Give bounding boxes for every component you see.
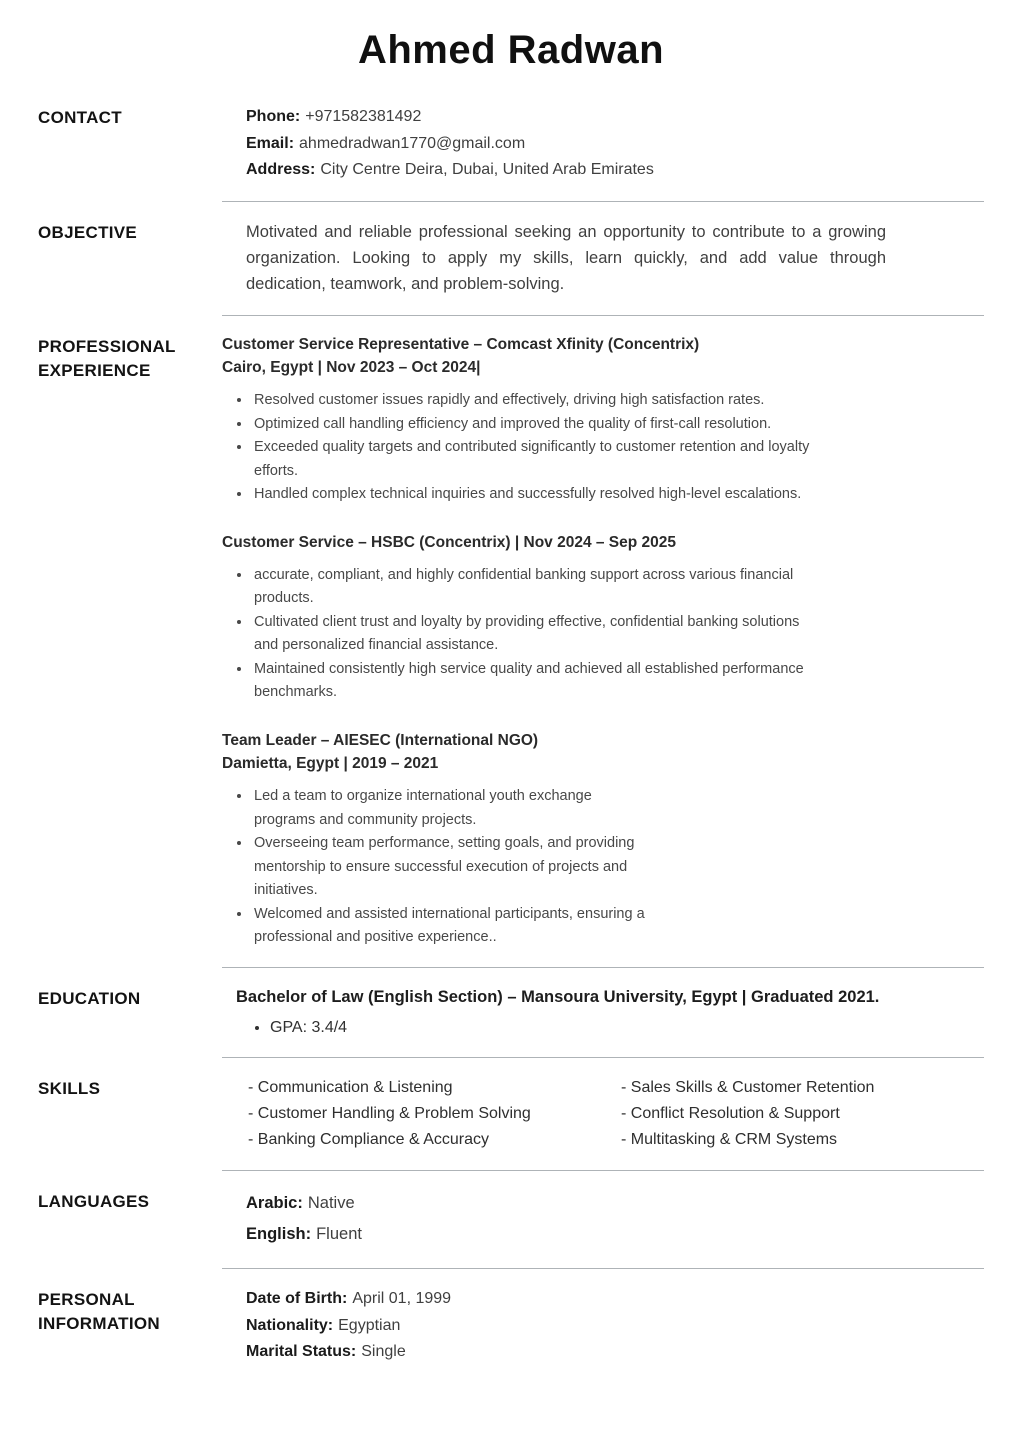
- personal-information-heading: PERSONAL INFORMATION: [38, 1289, 160, 1334]
- job-bullet-list: [222, 389, 842, 506]
- section-contact: [38, 104, 984, 184]
- job-entry-hsbc: [222, 531, 984, 705]
- skill-item: - Multitasking & CRM Systems: [621, 1131, 838, 1149]
- job-title: Team Leader – AIESEC (International NGO): [222, 731, 539, 749]
- bullet-item: • Handled complex technical inquiries and successfully resolved high-level escalations.: [252, 483, 842, 506]
- section-divider: [222, 1170, 984, 1171]
- bullet-item: • Overseeing team performance, setting goals, and providing mentorship to ensure successful execution of projects and initiatives.: [252, 832, 652, 902]
- contact-phone-label: Phone:: [246, 108, 301, 125]
- objective-text: Motivated and reliable professional seeking an opportunity to contribute to a growing organization. Looking to apply my skills, learn quickly, and add value through dedication, teamwork, and problem-solving.: [246, 222, 886, 294]
- bullet-item: • Resolved customer issues rapidly and effectively, driving high satisfaction rates.: [252, 389, 842, 412]
- language-value: Fluent: [316, 1225, 362, 1244]
- language-label: English:: [246, 1225, 312, 1244]
- languages-heading: LANGUAGES: [38, 1192, 150, 1212]
- skill-item: - Sales Skills & Customer Retention: [621, 1079, 875, 1097]
- skill-item: - Conflict Resolution & Support: [621, 1105, 840, 1123]
- bullet-item: • Cultivated client trust and loyalty by providing effective, confidential banking solutions and personalized financial assistance.: [252, 611, 812, 658]
- education-degree: Bachelor of Law (English Section) – Mansoura University, Egypt | Graduated 2021.: [236, 987, 880, 1006]
- objective-heading: OBJECTIVE: [38, 222, 138, 242]
- bullet-item: • Welcomed and assisted international participants, ensuring a professional and positive experience..: [252, 903, 652, 950]
- skills-grid: [222, 1075, 984, 1153]
- job-subtitle: Cairo, Egypt | Nov 2023 – Oct 2024|: [222, 359, 481, 377]
- section-education: [38, 985, 984, 1041]
- skill-item: - Customer Handling & Problem Solving: [248, 1105, 531, 1123]
- contact-email-label: Email:: [246, 134, 295, 152]
- section-divider: [222, 1268, 984, 1269]
- skill-item: - Communication & Listening: [248, 1079, 453, 1097]
- objective-body: [222, 219, 984, 298]
- personal-row-marital-status: [246, 1339, 984, 1366]
- bullet-item: • Exceeded quality targets and contributed significantly to customer retention and loyalty efforts.: [252, 436, 842, 483]
- experience-body: [222, 333, 984, 950]
- job-title: Customer Service Representative – Comcast Xfinity (Concentrix): [222, 335, 700, 353]
- education-heading: EDUCATION: [38, 988, 141, 1008]
- section-divider: [222, 967, 984, 968]
- language-value: Native: [307, 1194, 355, 1213]
- language-label: Arabic:: [246, 1194, 303, 1213]
- job-subtitle: Damietta, Egypt | 2019 – 2021: [222, 755, 439, 773]
- personal-label: Marital Status:: [246, 1343, 357, 1361]
- personal-label: Date of Birth:: [246, 1289, 348, 1307]
- section-divider: [222, 315, 984, 316]
- personal-information-body: [222, 1286, 984, 1367]
- job-title: Customer Service – HSBC (Concentrix) | Nov 2024 – Sep 2025: [222, 533, 677, 551]
- contact-email-value: ahmedradwan1770@gmail.com: [299, 134, 526, 152]
- contact-address-label: Address:: [246, 161, 316, 179]
- skill-item: - Banking Compliance & Accuracy: [248, 1131, 489, 1149]
- skills-heading: SKILLS: [38, 1079, 101, 1099]
- section-experience: [38, 333, 984, 950]
- language-row-arabic: [246, 1188, 984, 1219]
- job-bullet-list: [222, 564, 812, 705]
- languages-body: [222, 1188, 984, 1251]
- experience-heading: PROFESSIONAL EXPERIENCE: [38, 336, 176, 381]
- bullet-item: • accurate, compliant, and highly confidential banking support across various financial products.: [252, 564, 812, 611]
- skills-body: [222, 1075, 984, 1153]
- personal-value: Egyptian: [338, 1316, 401, 1334]
- language-row-english: [246, 1219, 984, 1250]
- job-entry-comcast: [222, 333, 984, 507]
- bullet-item: • Optimized call handling efficiency and improved the quality of first-call resolution.: [252, 413, 842, 436]
- section-skills: [38, 1075, 984, 1153]
- skills-column-right: [621, 1075, 984, 1153]
- section-languages: [38, 1188, 984, 1251]
- skills-column-left: [248, 1075, 611, 1153]
- section-divider: [222, 1057, 984, 1058]
- bullet-item: • Led a team to organize international youth exchange programs and community projects.: [252, 785, 652, 832]
- bullet-item: • Maintained consistently high service quality and achieved all established performance benchmarks.: [252, 658, 812, 705]
- personal-label: Nationality:: [246, 1316, 334, 1334]
- contact-address-value: City Centre Deira, Dubai, United Arab Emirates: [320, 161, 654, 179]
- personal-value: Single: [361, 1343, 406, 1361]
- education-body: [222, 985, 984, 1041]
- personal-row-dob: [246, 1286, 984, 1313]
- section-divider: [222, 201, 984, 202]
- personal-row-nationality: [246, 1313, 984, 1340]
- bullet-item: • GPA: 3.4/4: [270, 1016, 984, 1041]
- section-personal-information: [38, 1286, 984, 1367]
- job-bullet-list: [222, 785, 652, 949]
- personal-value: April 01, 1999: [352, 1289, 452, 1307]
- contact-body: [222, 104, 984, 184]
- job-entry-aiesec: [222, 729, 984, 950]
- contact-address-row: [246, 157, 984, 184]
- contact-email-row: [246, 131, 984, 158]
- section-objective: [38, 219, 984, 298]
- education-bullet-list: [236, 1016, 984, 1041]
- contact-heading: CONTACT: [38, 108, 122, 127]
- contact-phone-row: [246, 104, 984, 131]
- contact-phone-value: +971582381492: [305, 108, 422, 125]
- page-title: Ahmed Radwan: [357, 28, 665, 72]
